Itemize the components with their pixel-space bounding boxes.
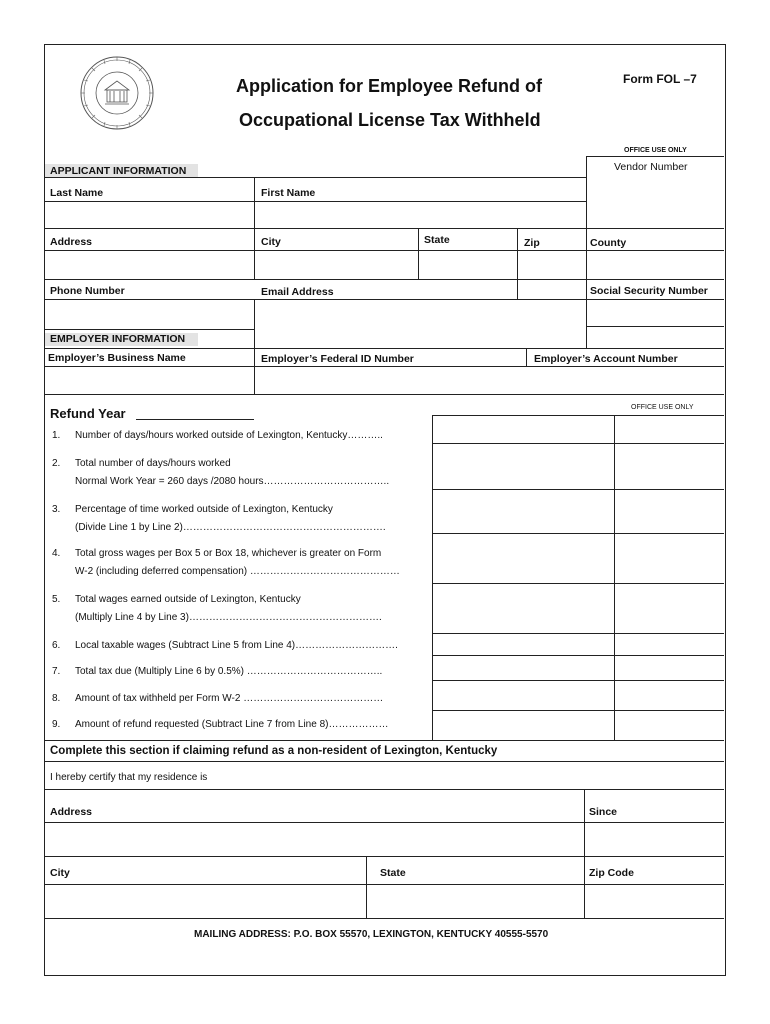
refund-line-office-use-field: [615, 681, 724, 710]
refund-line-text-continued: Normal Work Year = 260 days /2080 hours………………………………..: [75, 476, 390, 487]
county-field[interactable]: [587, 251, 724, 279]
refund-line-amount-field[interactable]: [433, 416, 614, 443]
refund-line-number: 1.: [52, 430, 61, 441]
employer-federal-id-field[interactable]: [255, 367, 526, 394]
nonresident-zip-label: Zip Code: [589, 867, 634, 879]
state-label: State: [424, 234, 450, 246]
refund-line-number: 9.: [52, 719, 61, 730]
refund-line-number: 8.: [52, 693, 61, 704]
certify-text: I hereby certify that my residence is: [50, 772, 208, 783]
refund-year-field[interactable]: [136, 419, 254, 420]
refund-line-office-use-field: [615, 711, 724, 740]
refund-line-number: 5.: [52, 594, 61, 605]
phone-label: Phone Number: [50, 285, 125, 297]
employer-account-number-field[interactable]: [527, 367, 724, 394]
refund-line-office-use-field: [615, 444, 724, 489]
refund-line-office-use-field: [615, 534, 724, 583]
address-label: Address: [50, 236, 93, 248]
nonresident-since-label: Since: [589, 806, 618, 818]
refund-line-text: Percentage of time worked outside of Lexington, Kentucky: [75, 504, 333, 515]
refund-line-number: 4.: [52, 548, 61, 559]
refund-line-number: 7.: [52, 666, 61, 677]
first-name-field[interactable]: [255, 202, 586, 228]
nonresident-city-field[interactable]: [45, 885, 366, 917]
refund-line-text: Total gross wages per Box 5 or Box 18, whichever is greater on Form: [75, 548, 382, 559]
nonresident-city-label: City: [50, 867, 70, 879]
refund-line-amount-field[interactable]: [433, 681, 614, 710]
refund-line-office-use-field: [615, 656, 724, 680]
form-title-line2: Occupational License Tax Withheld: [239, 110, 541, 130]
refund-line-text: Amount of refund requested (Subtract Line 7 from Line 8)………………: [75, 719, 389, 730]
office-use-only-refund: OFFICE USE ONLY: [631, 404, 694, 411]
refund-line-text-continued: (Multiply Line 4 by Line 3)………………………………………………….: [75, 612, 382, 623]
state-field[interactable]: [419, 251, 517, 279]
refund-line-number: 2.: [52, 458, 61, 469]
refund-line-amount-field[interactable]: [433, 534, 614, 583]
applicant-section-title: APPLICANT INFORMATION: [50, 165, 187, 177]
refund-line-amount-field[interactable]: [433, 634, 614, 655]
refund-line-office-use-field: [615, 584, 724, 633]
mailing-address: MAILING ADDRESS: P.O. BOX 55570, LEXINGTON, KENTUCKY 40555-5570: [194, 929, 549, 940]
employer-business-name-field[interactable]: [45, 367, 254, 394]
refund-line-office-use-field: [615, 416, 724, 443]
city-field[interactable]: [255, 251, 418, 279]
city-label: City: [261, 236, 281, 248]
county-label: County: [590, 237, 627, 249]
refund-line-text-continued: W-2 (including deferred compensation) ………………………………………: [75, 566, 400, 577]
ssn-field[interactable]: [587, 300, 724, 326]
refund-line-amount-field[interactable]: [433, 584, 614, 633]
refund-line-office-use-field: [615, 634, 724, 655]
refund-line-text: Total number of days/hours worked: [75, 458, 231, 469]
nonresident-state-field[interactable]: [367, 885, 584, 917]
nonresident-section-title: Complete this section if claiming refund as a non-resident of Lexington, Kentucky: [50, 745, 498, 757]
nonresident-state-label: State: [380, 867, 406, 879]
nonresident-address-label: Address: [50, 806, 93, 818]
vendor-number-field: [587, 177, 723, 227]
first-name-label: First Name: [261, 187, 316, 199]
refund-line-amount-field[interactable]: [433, 444, 614, 489]
school-district-seal-icon: [78, 54, 156, 132]
form-title-line1: Application for Employee Refund of: [236, 76, 543, 96]
address-field[interactable]: [45, 251, 254, 279]
vendor-number-label: Vendor Number: [614, 161, 688, 173]
refund-line-amount-field[interactable]: [433, 711, 614, 740]
refund-line-text: Local taxable wages (Subtract Line 5 from Line 4)………………………….: [75, 640, 398, 651]
employer-business-name-label: Employer’s Business Name: [48, 352, 186, 364]
ssn-label: Social Security Number: [590, 285, 708, 297]
refund-line-number: 6.: [52, 640, 61, 651]
nonresident-since-field[interactable]: [585, 823, 724, 855]
phone-field[interactable]: [45, 300, 254, 326]
refund-line-amount-field[interactable]: [433, 656, 614, 680]
zip-field[interactable]: [518, 251, 586, 279]
form-number: Form FOL –7: [623, 72, 697, 86]
refund-line-office-use-field: [615, 490, 724, 533]
last-name-label: Last Name: [50, 187, 104, 199]
nonresident-zip-field[interactable]: [585, 885, 724, 917]
refund-line-text: Total tax due (Multiply Line 6 by 0.5%) …………………………………..: [75, 666, 383, 677]
refund-line-number: 3.: [52, 504, 61, 515]
refund-line-amount-field[interactable]: [433, 490, 614, 533]
email-label: Email Address: [261, 286, 334, 298]
refund-line-text: Number of days/hours worked outside of Lexington, Kentucky………..: [75, 430, 383, 441]
zip-label: Zip: [524, 237, 540, 249]
office-use-only-top: OFFICE USE ONLY: [624, 147, 687, 154]
nonresident-address-field[interactable]: [45, 823, 584, 855]
employer-section-title: EMPLOYER INFORMATION: [50, 333, 186, 345]
refund-line-text: Amount of tax withheld per Form W-2 ……………………………………: [75, 693, 384, 704]
employer-account-number-label: Employer’s Account Number: [534, 353, 678, 365]
last-name-field[interactable]: [45, 202, 254, 228]
employer-federal-id-label: Employer’s Federal ID Number: [261, 353, 414, 365]
refund-line-text: Total wages earned outside of Lexington, Kentucky: [75, 594, 301, 605]
refund-year-label: Refund Year: [50, 406, 126, 421]
refund-line-text-continued: (Divide Line 1 by Line 2)…………………………………………………….: [75, 522, 386, 533]
email-field[interactable]: [255, 300, 586, 326]
